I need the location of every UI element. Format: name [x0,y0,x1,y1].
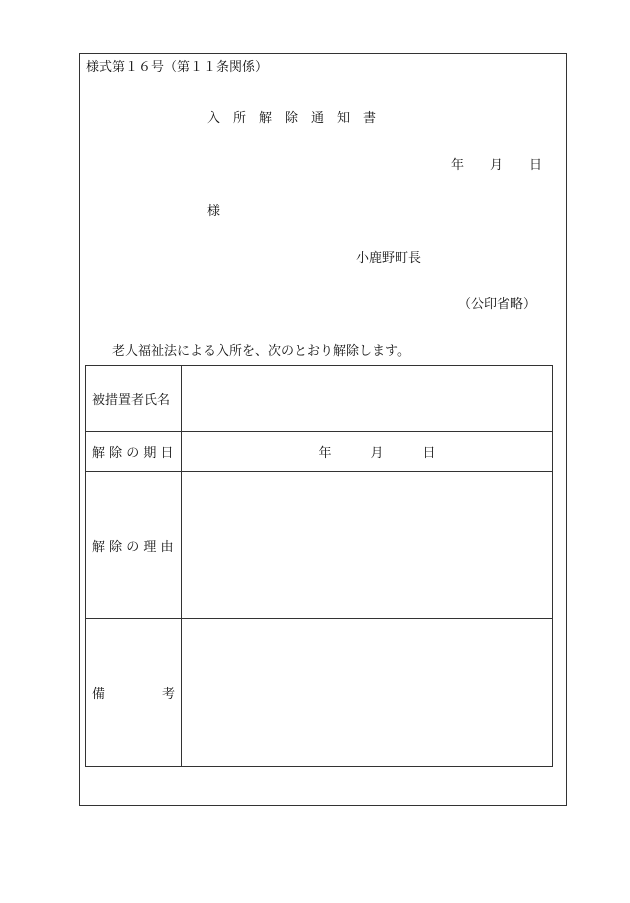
issuer: 小鹿野町長 [356,251,422,266]
table-row [86,432,553,472]
document-title: 入 所 解 除 通 知 書 [207,111,377,126]
remarks-field[interactable] [182,619,553,767]
row-label-remarks [86,619,182,767]
table-row [86,472,553,619]
release-date-value: 年 月 日 [318,446,436,461]
remarks-label-right: 考 [161,687,175,702]
seal-note: （公印省略） [458,297,537,312]
reason-field[interactable] [182,472,553,619]
form-number: 様式第１６号（第１１条関係） [86,60,269,75]
details-table [85,365,553,767]
remarks-label-left: 備 [92,687,106,702]
name-field[interactable] [182,366,553,432]
row-label-date: 解 除 の 期 日 [86,432,182,472]
date-line: 年 月 日 [451,158,543,173]
release-date-field[interactable] [182,432,553,472]
addressee-honorific: 様 [207,204,221,219]
table-row [86,619,553,767]
row-label-reason: 解 除 の 理 由 [86,472,182,619]
row-label-name: 被措置者氏名 [86,366,182,432]
table-row [86,366,553,432]
intro-text: 老人福祉法による入所を、次のとおり解除します。 [112,344,410,359]
